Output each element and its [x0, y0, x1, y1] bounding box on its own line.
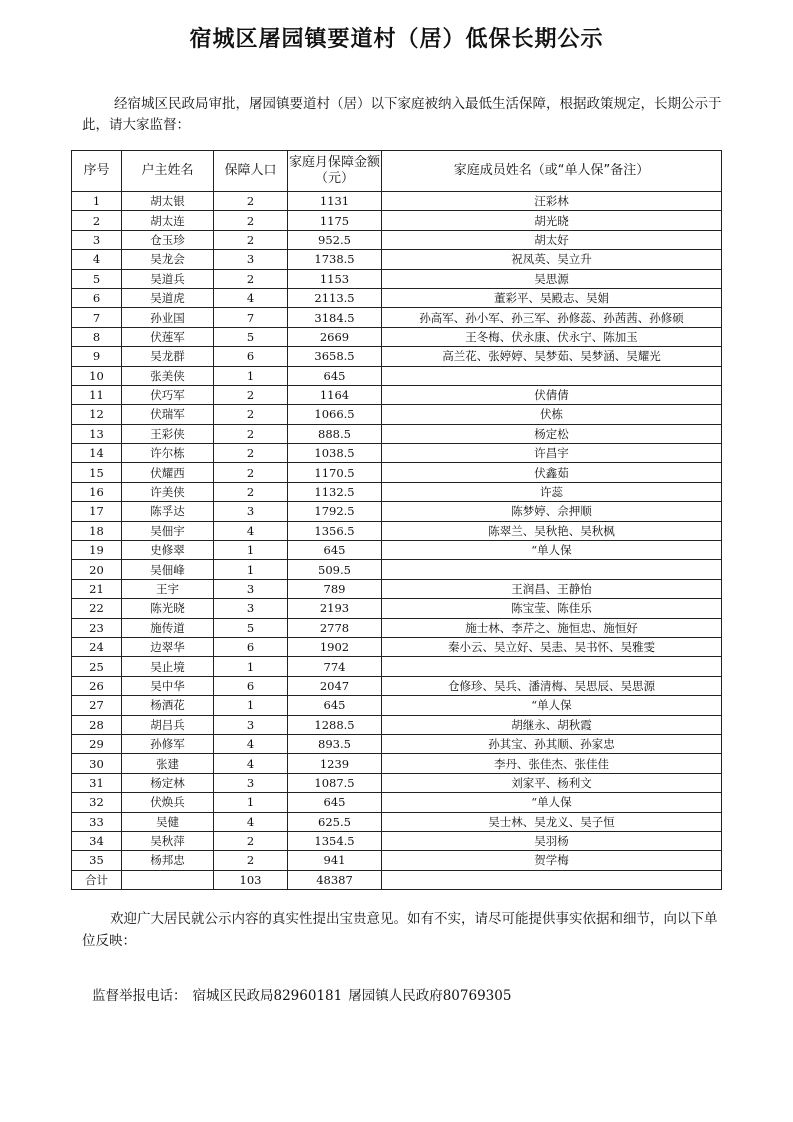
row-amount: 1356.5: [288, 521, 382, 540]
row-count: 5: [214, 327, 288, 346]
header-count: 保障人口: [214, 151, 288, 192]
row-count: 3: [214, 579, 288, 598]
row-amount: 645: [288, 793, 382, 812]
row-count: 1: [214, 541, 288, 560]
row-members: 陈翠兰、吴秋艳、吴秋枫: [382, 521, 722, 540]
row-no: 1: [72, 192, 122, 211]
row-members: 吴羽杨: [382, 831, 722, 850]
row-amount: 774: [288, 657, 382, 676]
row-amount: 1087.5: [288, 773, 382, 792]
row-head-name: 陈光晓: [122, 599, 214, 618]
row-head-name: 胡太连: [122, 211, 214, 230]
table-row: [72, 269, 722, 288]
row-amount: 1288.5: [288, 715, 382, 734]
row-amount: 645: [288, 366, 382, 385]
row-amount: 1170.5: [288, 463, 382, 482]
row-amount: 1153: [288, 269, 382, 288]
row-head-name: 吴龙群: [122, 347, 214, 366]
row-head-name: 王彩侠: [122, 424, 214, 443]
row-no: 21: [72, 579, 122, 598]
table-row: [72, 734, 722, 753]
row-no: 9: [72, 347, 122, 366]
row-members: 胡光晓: [382, 211, 722, 230]
row-amount: 3658.5: [288, 347, 382, 366]
table-body: [72, 192, 722, 871]
closing-paragraph: 欢迎广大居民就公示内容的真实性提出宝贵意见。如有不实，请尽可能提供事实依据和细节，向以下单位反映：: [82, 911, 718, 949]
row-members: 伏栋: [382, 405, 722, 424]
row-head-name: 杨邦忠: [122, 851, 214, 870]
row-no: 34: [72, 831, 122, 850]
row-no: 24: [72, 637, 122, 656]
table-row: [72, 521, 722, 540]
table-row: [72, 637, 722, 656]
row-head-name: 吴龙会: [122, 250, 214, 269]
row-count: 1: [214, 696, 288, 715]
table-row: [72, 230, 722, 249]
row-no: 18: [72, 521, 122, 540]
row-no: 20: [72, 560, 122, 579]
table-row: [72, 696, 722, 715]
hotline-line: [92, 984, 517, 1004]
table-row: [72, 754, 722, 773]
table-row: [72, 482, 722, 501]
row-head-name: 施传道: [122, 618, 214, 637]
row-amount: 1792.5: [288, 502, 382, 521]
subsistence-table: [71, 150, 722, 890]
page-title: 宿城区屠园镇要道村（居）低保长期公示: [189, 27, 604, 52]
row-count: 4: [214, 812, 288, 831]
row-head-name: 杨定林: [122, 773, 214, 792]
row-no: 13: [72, 424, 122, 443]
row-amount: 509.5: [288, 560, 382, 579]
row-head-name: 伏瑞军: [122, 405, 214, 424]
row-head-name: 伏巧军: [122, 385, 214, 404]
row-members: 秦小云、吴立好、吴恚、吴书怀、吴雅雯: [382, 637, 722, 656]
row-head-name: 吴道虎: [122, 288, 214, 307]
row-members: [382, 366, 722, 385]
table-row: [72, 502, 722, 521]
row-count: 3: [214, 502, 288, 521]
row-count: 4: [214, 288, 288, 307]
row-count: 2: [214, 211, 288, 230]
row-no: 5: [72, 269, 122, 288]
row-head-name: 杨酒花: [122, 696, 214, 715]
row-amount: 1239: [288, 754, 382, 773]
table-row: [72, 192, 722, 211]
row-head-name: 胡太银: [122, 192, 214, 211]
row-count: 2: [214, 269, 288, 288]
table-row: [72, 347, 722, 366]
row-amount: 2193: [288, 599, 382, 618]
row-head-name: 许尔栋: [122, 444, 214, 463]
row-no: 23: [72, 618, 122, 637]
row-count: 2: [214, 230, 288, 249]
table-row: [72, 288, 722, 307]
row-no: 16: [72, 482, 122, 501]
row-head-name: 吴健: [122, 812, 214, 831]
row-amount: 1066.5: [288, 405, 382, 424]
row-members: 胡太好: [382, 230, 722, 249]
row-members: 仓修珍、吴兵、潘清梅、吴思辰、吴思源: [382, 676, 722, 695]
row-no: 15: [72, 463, 122, 482]
row-count: 2: [214, 831, 288, 850]
table-row: [72, 676, 722, 695]
table-row: [72, 424, 722, 443]
row-amount: 1354.5: [288, 831, 382, 850]
row-amount: 2669: [288, 327, 382, 346]
row-amount: 1164: [288, 385, 382, 404]
total-amount: 48387: [288, 870, 382, 889]
table-row: [72, 463, 722, 482]
row-count: 3: [214, 715, 288, 734]
table-row: [72, 831, 722, 850]
table-row: [72, 327, 722, 346]
row-head-name: 许美侠: [122, 482, 214, 501]
table-row: [72, 657, 722, 676]
row-amount: 3184.5: [288, 308, 382, 327]
row-count: 5: [214, 618, 288, 637]
table-row: [72, 599, 722, 618]
row-members: “单人保: [382, 696, 722, 715]
hotline-district: 宿城区民政局82960181: [192, 988, 343, 1004]
row-head-name: 仓玉珍: [122, 230, 214, 249]
row-head-name: 吴佃峰: [122, 560, 214, 579]
table-row: [72, 405, 722, 424]
table-row: [72, 851, 722, 870]
row-count: 6: [214, 637, 288, 656]
row-no: 25: [72, 657, 122, 676]
header-no: 序号: [72, 151, 122, 192]
row-head-name: 王宇: [122, 579, 214, 598]
hotline-label: 监督举报电话：: [92, 988, 187, 1004]
row-head-name: 孙修军: [122, 734, 214, 753]
row-amount: 1738.5: [288, 250, 382, 269]
row-members: 吴士林、吴龙义、吴子恒: [382, 812, 722, 831]
header-amount: 家庭月保障金额（元）: [288, 151, 382, 192]
row-members: 杨定松: [382, 424, 722, 443]
table-row: [72, 211, 722, 230]
row-amount: 645: [288, 541, 382, 560]
row-no: 8: [72, 327, 122, 346]
row-members: 胡继永、胡秋霞: [382, 715, 722, 734]
table-row: [72, 541, 722, 560]
total-members-cell: [382, 870, 722, 889]
row-count: 2: [214, 424, 288, 443]
header-members: 家庭成员姓名（或“单人保”备注）: [382, 151, 722, 192]
row-count: 2: [214, 463, 288, 482]
row-members: 王润昌、王静怡: [382, 579, 722, 598]
total-count: 103: [214, 870, 288, 889]
table-row: [72, 812, 722, 831]
row-no: 10: [72, 366, 122, 385]
row-head-name: 张美侠: [122, 366, 214, 385]
row-amount: 789: [288, 579, 382, 598]
row-no: 11: [72, 385, 122, 404]
row-head-name: 史修翠: [122, 541, 214, 560]
row-members: “单人保: [382, 541, 722, 560]
table-row: [72, 579, 722, 598]
row-head-name: 伏耀西: [122, 463, 214, 482]
row-members: 许蕊: [382, 482, 722, 501]
row-head-name: 吴止境: [122, 657, 214, 676]
row-count: 3: [214, 250, 288, 269]
row-count: 7: [214, 308, 288, 327]
row-no: 27: [72, 696, 122, 715]
row-head-name: 吴中华: [122, 676, 214, 695]
row-no: 33: [72, 812, 122, 831]
row-count: 6: [214, 676, 288, 695]
row-no: 4: [72, 250, 122, 269]
row-no: 32: [72, 793, 122, 812]
row-no: 31: [72, 773, 122, 792]
row-head-name: 孙业国: [122, 308, 214, 327]
row-no: 7: [72, 308, 122, 327]
row-no: 28: [72, 715, 122, 734]
row-no: 17: [72, 502, 122, 521]
row-count: 6: [214, 347, 288, 366]
row-no: 22: [72, 599, 122, 618]
row-amount: 888.5: [288, 424, 382, 443]
row-count: 2: [214, 405, 288, 424]
table-row: [72, 366, 722, 385]
row-head-name: 伏焕兵: [122, 793, 214, 812]
row-members: 孙其宝、孙其顺、孙家忠: [382, 734, 722, 753]
total-row: [72, 870, 722, 889]
row-no: 29: [72, 734, 122, 753]
table-row: [72, 793, 722, 812]
row-members: 陈宝莹、陈佳乐: [382, 599, 722, 618]
row-members: 王冬梅、伏永康、伏永宁、陈加玉: [382, 327, 722, 346]
row-count: 3: [214, 599, 288, 618]
row-count: 4: [214, 521, 288, 540]
table-row: [72, 715, 722, 734]
header-name: 户主姓名: [122, 151, 214, 192]
table-header-row: [72, 151, 722, 192]
row-amount: 1902: [288, 637, 382, 656]
table-row: [72, 773, 722, 792]
row-members: 李丹、张佳杰、张佳佳: [382, 754, 722, 773]
row-amount: 952.5: [288, 230, 382, 249]
row-members: 吴思源: [382, 269, 722, 288]
row-members: [382, 560, 722, 579]
row-no: 30: [72, 754, 122, 773]
row-members: 贺学梅: [382, 851, 722, 870]
row-amount: 893.5: [288, 734, 382, 753]
total-name-cell: [122, 870, 214, 889]
row-head-name: 张建: [122, 754, 214, 773]
table-row: [72, 444, 722, 463]
row-amount: 645: [288, 696, 382, 715]
row-no: 6: [72, 288, 122, 307]
row-no: 14: [72, 444, 122, 463]
row-members: 高兰花、张婷婷、吴梦茹、吴梦涵、吴耀光: [382, 347, 722, 366]
row-amount: 941: [288, 851, 382, 870]
row-amount: 625.5: [288, 812, 382, 831]
row-members: 祝凤英、吴立升: [382, 250, 722, 269]
row-members: 伏倩倩: [382, 385, 722, 404]
row-count: 1: [214, 366, 288, 385]
intro-paragraph: 经宿城区民政局审批，屠园镇要道村（居）以下家庭被纳入最低生活保障，根据政策规定，长期公示于此，请大家监督：: [82, 96, 722, 133]
row-members: 伏鑫茹: [382, 463, 722, 482]
total-label: 合计: [72, 870, 122, 889]
row-count: 2: [214, 192, 288, 211]
row-head-name: 陈孚达: [122, 502, 214, 521]
row-members: [382, 657, 722, 676]
row-members: 刘家平、杨利文: [382, 773, 722, 792]
row-count: 1: [214, 657, 288, 676]
row-count: 2: [214, 444, 288, 463]
row-members: 陈梦婷、佘押顺: [382, 502, 722, 521]
row-amount: 1131: [288, 192, 382, 211]
row-amount: 1038.5: [288, 444, 382, 463]
row-head-name: 伏莲军: [122, 327, 214, 346]
table-row: [72, 618, 722, 637]
hotline-town: 屠园镇人民政府80769305: [348, 988, 512, 1004]
row-count: 4: [214, 754, 288, 773]
row-no: 3: [72, 230, 122, 249]
row-count: 2: [214, 385, 288, 404]
row-members: 施士林、李芹之、施恒忠、施恒好: [382, 618, 722, 637]
row-head-name: 吴道兵: [122, 269, 214, 288]
row-members: “单人保: [382, 793, 722, 812]
row-count: 1: [214, 560, 288, 579]
row-members: 孙高军、孙小军、孙三军、孙修蕊、孙茜茜、孙修硕: [382, 308, 722, 327]
row-amount: 1175: [288, 211, 382, 230]
table-row: [72, 308, 722, 327]
table-row: [72, 385, 722, 404]
table-row: [72, 250, 722, 269]
row-amount: 2047: [288, 676, 382, 695]
row-members: 董彩平、吴殿志、吴娟: [382, 288, 722, 307]
row-no: 26: [72, 676, 122, 695]
row-no: 19: [72, 541, 122, 560]
row-count: 4: [214, 734, 288, 753]
row-no: 12: [72, 405, 122, 424]
row-head-name: 吴佃宇: [122, 521, 214, 540]
row-count: 2: [214, 482, 288, 501]
row-count: 3: [214, 773, 288, 792]
row-head-name: 胡吕兵: [122, 715, 214, 734]
row-amount: 1132.5: [288, 482, 382, 501]
row-members: 汪彩林: [382, 192, 722, 211]
row-amount: 2113.5: [288, 288, 382, 307]
table-row: [72, 560, 722, 579]
row-amount: 2778: [288, 618, 382, 637]
row-count: 1: [214, 793, 288, 812]
row-no: 2: [72, 211, 122, 230]
row-head-name: 边翠华: [122, 637, 214, 656]
row-no: 35: [72, 851, 122, 870]
row-head-name: 吴秋萍: [122, 831, 214, 850]
row-count: 2: [214, 851, 288, 870]
row-members: 许昌宇: [382, 444, 722, 463]
